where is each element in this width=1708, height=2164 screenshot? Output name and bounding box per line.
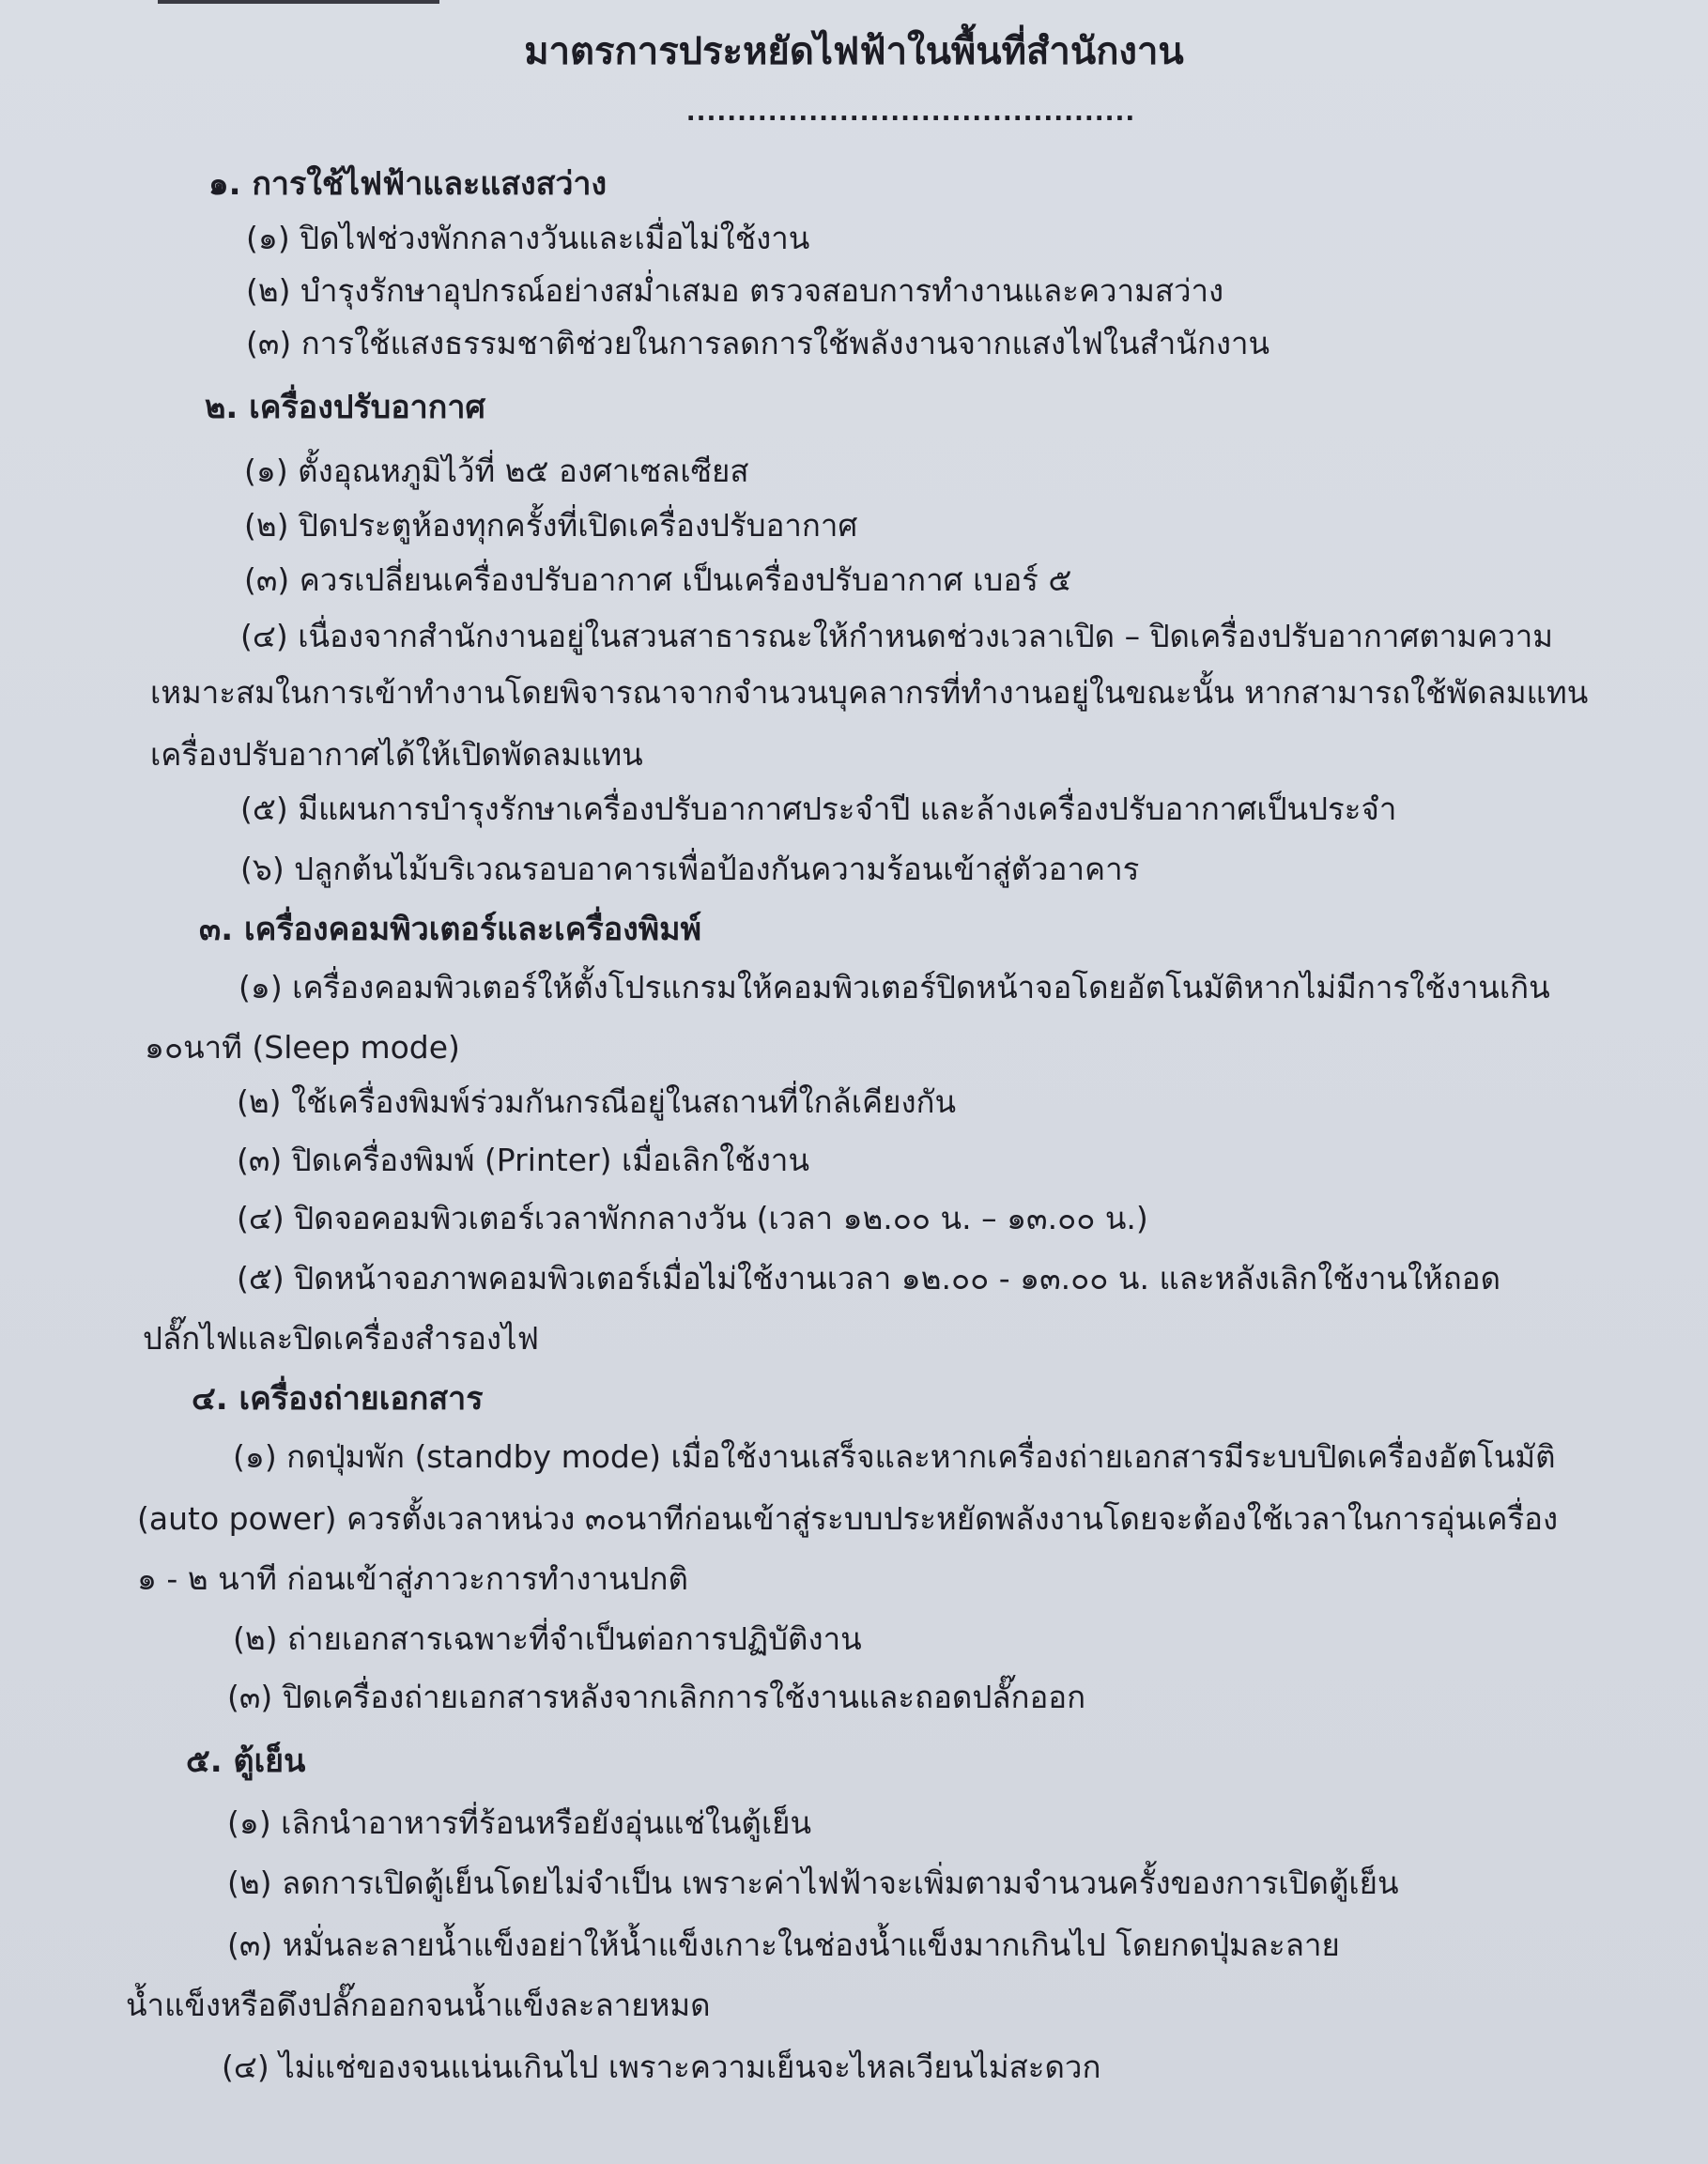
list-item: (๒) บำรุงรักษาอุปกรณ์อย่างสม่ำเสมอ ตรวจสอบการทำงานและความสว่าง	[246, 272, 1224, 309]
list-item: (๓) ควรเปลี่ยนเครื่องปรับอากาศ เป็นเครื่องปรับอากาศ เบอร์ ๕	[244, 561, 1072, 598]
list-item: (๒) ปิดประตูห้องทุกครั้งที่เปิดเครื่องปรับอากาศ	[244, 507, 858, 544]
list-item-continuation: น้ำแข็งหรือดึงปลั๊กออกจนน้ำแข็งละลายหมด	[126, 1987, 711, 2023]
list-item: (๔) ปิดจอคอมพิวเตอร์เวลาพักกลางวัน (เวลา ๑๒.๐๐ น. – ๑๓.๐๐ น.)	[237, 1200, 1148, 1236]
list-item-continuation: ๑ - ๒ นาที ก่อนเข้าสู่ภาวะการทำงานปกติ	[137, 1560, 688, 1597]
document-title: มาตรการประหยัดไฟฟ้าในพื้นที่สำนักงาน	[524, 30, 1184, 73]
list-item: (๓) ปิดเครื่องพิมพ์ (Printer) เมื่อเลิกใช้งาน	[237, 1142, 810, 1178]
section-heading-air-conditioner: ๒. เครื่องปรับอากาศ	[205, 389, 486, 426]
list-item: (๒) ลดการเปิดตู้เย็นโดยไม่จำเป็น เพราะค่าไฟฟ้าจะเพิ่มตามจำนวนครั้งของการเปิดตู้เย็น	[227, 1865, 1399, 1901]
section-heading-computer-printer: ๓. เครื่องคอมพิวเตอร์และเครื่องพิมพ์	[199, 911, 702, 948]
section-heading-copier: ๔. เครื่องถ่ายเอกสาร	[192, 1380, 484, 1418]
list-item: (๖) ปลูกต้นไม้บริเวณรอบอาคารเพื่อป้องกันความร้อนเข้าสู่ตัวอาคาร	[240, 851, 1140, 887]
list-item-continuation: เหมาะสมในการเข้าทำงานโดยพิจารณาจากจำนวนบุคลากรที่ทำงานอยู่ในขณะนั้น หากสามารถใช้พัดลมแทน	[150, 674, 1589, 711]
list-item-continuation: (auto power) ควรตั้งเวลาหน่วง ๓๐นาทีก่อนเข้าสู่ระบบประหยัดพลังงานโดยจะต้องใช้เวลาในการอุ่นเครื่อง	[137, 1500, 1559, 1537]
list-item: (๕) มีแผนการบำรุงรักษาเครื่องปรับอากาศประจำปี และล้างเครื่องปรับอากาศเป็นประจำ	[240, 790, 1397, 827]
list-item-continuation: ๑๐นาที (Sleep mode)	[145, 1029, 460, 1066]
list-item: (๔) เนื่องจากสำนักงานอยู่ในสวนสาธารณะให้กำหนดช่วงเวลาเปิด – ปิดเครื่องปรับอากาศตามความ	[240, 618, 1553, 654]
section-heading-lighting: ๑. การใช้ไฟฟ้าและแสงสว่าง	[208, 165, 608, 203]
list-item-continuation: ปลั๊กไฟและปิดเครื่องสำรองไฟ	[143, 1320, 540, 1357]
list-item: (๓) ปิดเครื่องถ่ายเอกสารหลังจากเลิกการใช้งานและถอดปลั๊กออก	[227, 1679, 1086, 1715]
top-edge-mark	[158, 0, 439, 4]
list-item-continuation: เครื่องปรับอากาศได้ให้เปิดพัดลมแทน	[150, 736, 643, 773]
section-heading-refrigerator: ๕. ตู้เย็น	[186, 1742, 306, 1780]
list-item: (๑) กดปุ่มพัก (standby mode) เมื่อใช้งานเสร็จและหากเครื่องถ่ายเอกสารมีระบบปิดเครื่องอัตโนมัติ	[233, 1438, 1556, 1475]
list-item: (๑) เลิกนำอาหารที่ร้อนหรือยังอุ่นแช่ในตู้เย็น	[227, 1804, 812, 1841]
list-item: (๑) ตั้งอุณหภูมิไว้ที่ ๒๕ องศาเซลเซียส	[244, 453, 749, 489]
list-item: (๒) ถ่ายเอกสารเฉพาะที่จำเป็นต่อการปฏิบัติงาน	[233, 1620, 862, 1657]
list-item: (๓) หมั่นละลายน้ำแข็งอย่าให้น้ำแข็งเกาะในช่องน้ำแข็งมากเกินไป โดยกดปุ่มละลาย	[227, 1926, 1340, 1963]
list-item: (๕) ปิดหน้าจอภาพคอมพิวเตอร์เมื่อไม่ใช้งานเวลา ๑๒.๐๐ - ๑๓.๐๐ น. และหลังเลิกใช้งานให้ถอด	[237, 1260, 1501, 1297]
title-separator: ............................................	[685, 103, 1136, 122]
list-item: (๔) ไม่แช่ของจนแน่นเกินไป เพราะความเย็นจะไหลเวียนไม่สะดวก	[222, 2049, 1101, 2085]
list-item: (๑) เครื่องคอมพิวเตอร์ให้ตั้งโปรแกรมให้คอมพิวเตอร์ปิดหน้าจอโดยอัตโนมัติหากไม่มีการใช้งานเกิน	[239, 969, 1550, 1005]
list-item: (๑) ปิดไฟช่วงพักกลางวันและเมื่อไม่ใช้งาน	[246, 220, 810, 256]
list-item: (๒) ใช้เครื่องพิมพ์ร่วมกันกรณีอยู่ในสถานที่ใกล้เคียงกัน	[237, 1083, 957, 1120]
list-item: (๓) การใช้แสงธรรมชาติช่วยในการลดการใช้พลังงานจากแสงไฟในสำนักงาน	[246, 325, 1270, 361]
